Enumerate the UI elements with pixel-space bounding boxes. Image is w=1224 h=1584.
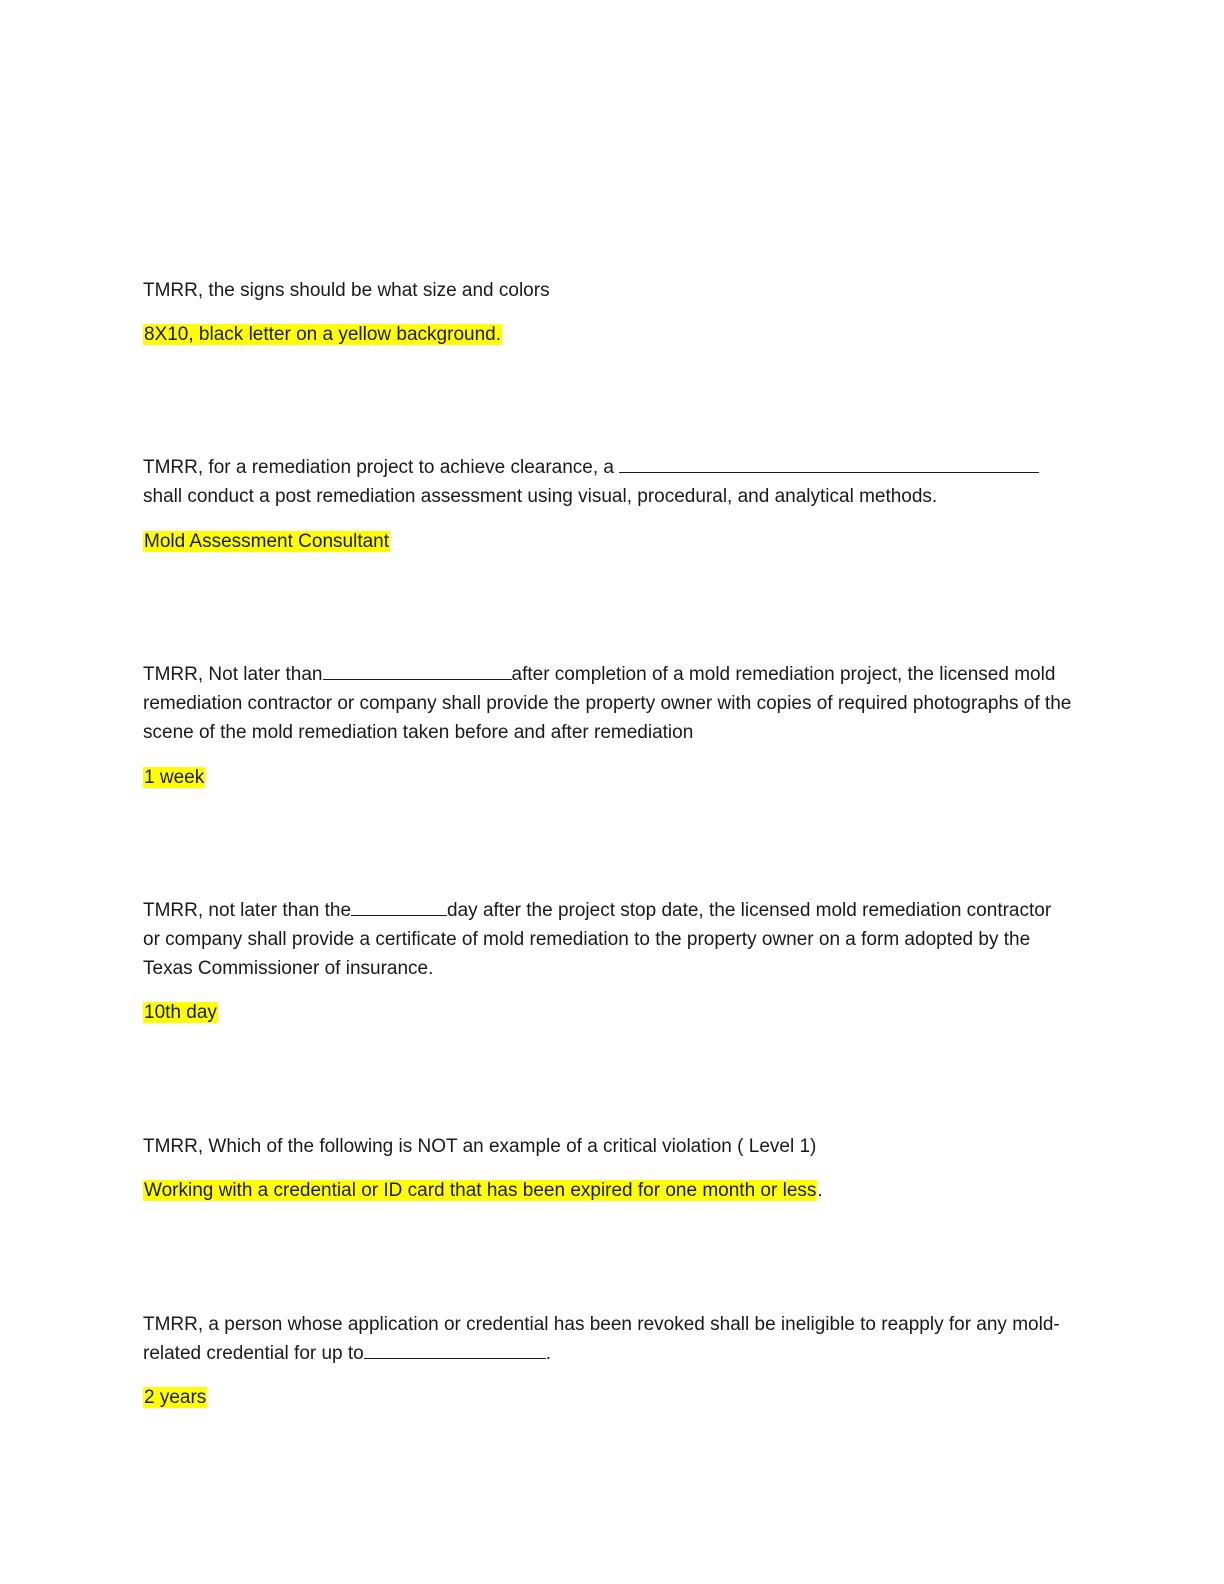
answer-5 [143,1176,1073,1205]
question-5 [143,1132,1073,1161]
question-3-text-before: TMRR, Not later than [143,664,323,685]
answer-6 [143,1383,1073,1412]
question-5-text: TMRR, Which of the following is NOT an example of a critical violation ( Level 1) [143,1136,817,1157]
question-3-text-after: after completion of a mold remediation project, the licensed mold remediation contractor or company shall provide the property owner with copies of required photographs of the scene of the mold remediation taken before and after remediation [143,664,1072,743]
answer-5-highlight: Working with a credential or ID card that has been expired for one month or less [144,1180,817,1201]
answer-2-highlight: Mold Assessment Consultant [144,531,390,552]
answer-blank [364,1340,546,1359]
answer-1-highlight: 8X10, black letter on a yellow background. [144,324,501,345]
question-6-text-before: TMRR, a person whose application or credential has been revoked shall be ineligible to reapply for any mold-related credential for up to [143,1314,1060,1364]
answer-blank [351,897,447,916]
answer-blank [323,661,512,680]
answer-1 [143,320,1073,349]
question-1 [143,276,1073,305]
question-4-text-before: TMRR, not later than the [143,900,352,921]
answer-3 [143,763,1073,792]
question-2-text-after: shall conduct a post remediation assessment using visual, procedural, and analytical methods. [143,486,938,507]
question-2 [143,453,1073,511]
answer-blank [619,454,1039,473]
answer-6-highlight: 2 years [144,1387,207,1408]
answer-2 [143,527,1073,556]
answer-4-highlight: 10th day [144,1002,217,1023]
question-4 [143,896,1073,983]
question-6 [143,1310,1073,1368]
question-4-text-after: day after the project stop date, the licensed mold remediation contractor or company shall provide a certificate of mold remediation to the property owner on a form adopted by the Texas Commissioner of insurance. [143,900,1052,979]
question-2-text-before: TMRR, for a remediation project to achieve clearance, a [143,457,614,478]
question-6-text-after: . [545,1343,552,1364]
answer-5-suffix: . [817,1180,823,1201]
answer-4 [143,998,1073,1027]
question-1-text: TMRR, the signs should be what size and colors [143,280,550,301]
answer-3-highlight: 1 week [144,767,205,788]
question-3 [143,660,1073,747]
